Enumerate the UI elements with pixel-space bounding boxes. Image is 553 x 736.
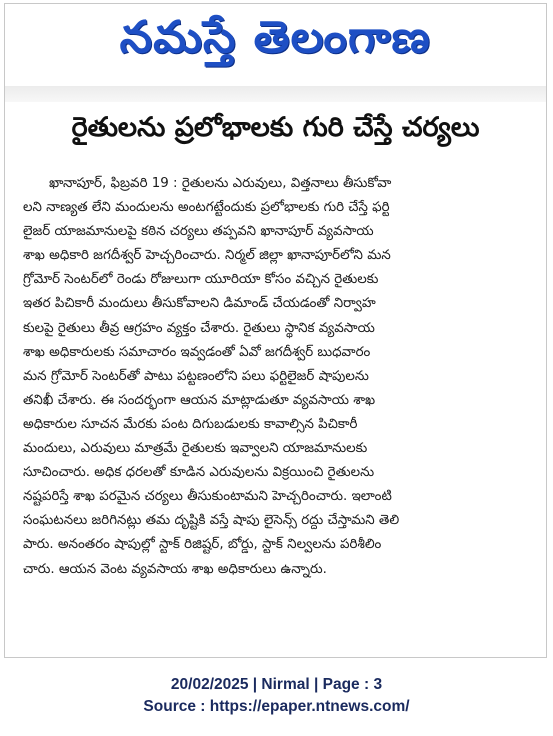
article-body — [23, 172, 533, 582]
footer-source: Source : https://epaper.ntnews.com/ — [143, 698, 410, 715]
article-line: సంఘటనలు జరిగినట్లు తమ దృష్టికి వస్తే షాపు లైసెన్స్ రద్దు చేస్తామని తెలి — [23, 513, 400, 529]
newspaper-logo: నమస్తే తెలంగాణ — [119, 12, 432, 63]
article-headline: రైతులను ప్రలోభాలకు గురి చేస్తే చర్యలు — [71, 112, 480, 143]
article-line: గ్రోమోర్ సెంటర్‌లో రెండు రోజులుగా యూరియా కోసం వచ్చిన రైతులకు — [23, 272, 379, 288]
article-line: ఖానాపూర్, ఫిబ్రవరి 19 : రైతులను ఎరువులు, విత్తనాలు తీసుకోవా — [49, 176, 392, 191]
article-line: అధికారుల సూచన మేరకు పంట దిగుబడులకు కావాల్సిన పిచికారీ — [23, 416, 358, 432]
article-line: పారు. అనంతరం షాపుల్లో స్టాక్ రిజిష్టర్, బోర్డు, స్టాక్ నిల్వలను పరిశీలిం — [23, 537, 382, 553]
clipping-frame — [4, 3, 547, 658]
article-line: శాఖ అధికారి జగదీశ్వర్ హెచ్చరించారు. నిర్మల్ జిల్లా ఖానాపూర్‌లోని మన — [23, 248, 391, 264]
footer-date-edition: 20/02/2025 | Nirmal | Page : 3 — [170, 676, 383, 693]
article-line: మందులు, ఎరువులు మాత్రమే రైతులకు ఇవ్వాలని యాజమానులకు — [23, 441, 368, 457]
article-line: తనిఖీ చేశారు. ఈ సందర్భంగా ఆయన మాట్లాడుతూ వ్యవసాయ శాఖ — [23, 392, 376, 408]
masthead — [5, 4, 546, 82]
article-line: లైజర్ యాజమానులపై కఠిన చర్యలు తప్పవని ఖానాపూర్ వ్యవసాయ — [23, 224, 374, 240]
article-line: లని నాణ్యత లేని మందులను అంటగట్టేందుకు ప్రలోభాలకు గురి చేస్తే ఫర్టి — [23, 200, 390, 216]
article-line: సూచించారు. అధిక ధరలతో కూడిన ఎరువులను విక్రయించి రైతులను — [23, 465, 375, 481]
divider-band — [5, 86, 546, 102]
article-line: శాఖ అధికారులకు సమాచారం ఇవ్వడంతో ఏవో జగదీశ్వర్ బుధవారం — [23, 344, 371, 360]
truncated-text-fragment — [23, 652, 443, 658]
article-line: మన గ్రోమోర్ సెంటర్‌తో పాటు పట్టణంలోని పలు ఫర్టిలైజర్ షాపులను — [23, 368, 369, 384]
article-line: నష్టపరిస్తే శాఖ పరమైన చర్యలు తీసుకుంటామని హెచ్చరించారు. ఇలాంటి — [23, 489, 392, 505]
article-line: కులపై రైతులు తీవ్ర ఆగ్రహం వ్యక్తం చేశారు. రైతులు స్థానిక వ్యవసాయ — [23, 320, 375, 336]
clipping-footer — [0, 674, 553, 718]
article-line: ఇతర పిచికారీ మందులు తీసుకోవాలని డిమాండ్ చేయడంతో నిర్వాహ — [23, 296, 376, 312]
article-line: చారు. ఆయన వెంట వ్యవసాయ శాఖ అధికారులు ఉన్నారు. — [23, 561, 327, 577]
